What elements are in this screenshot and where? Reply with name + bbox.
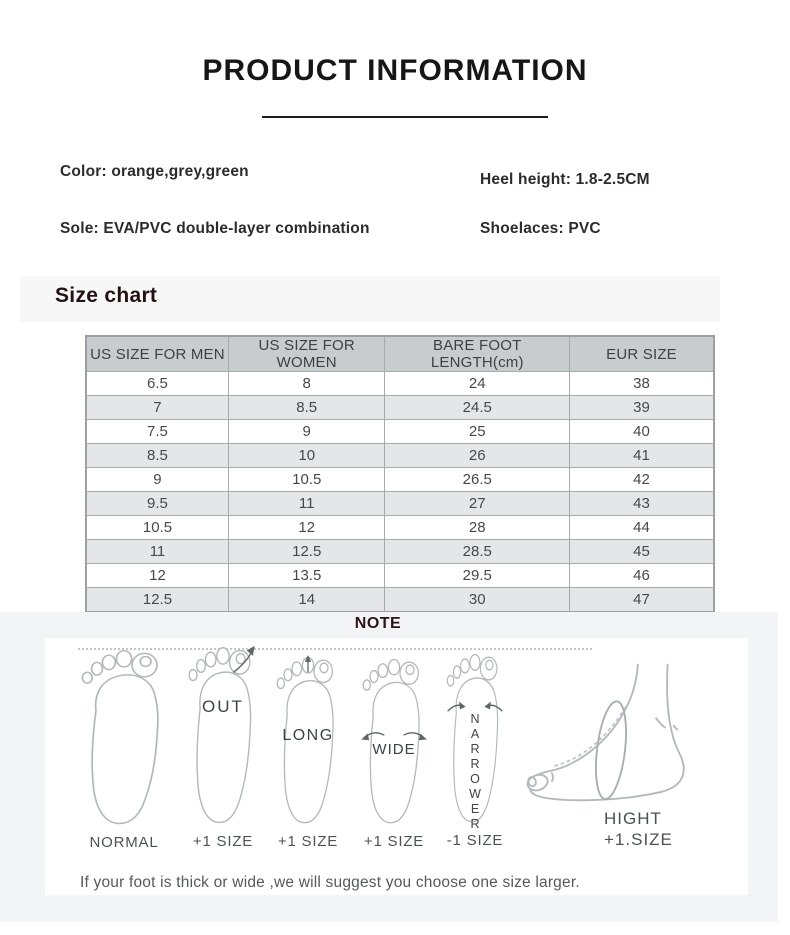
table-row <box>86 588 714 612</box>
table-cell: 29.5 <box>385 564 570 588</box>
table-cell: 11 <box>228 492 385 516</box>
table-cell: 28 <box>385 516 570 540</box>
column-header-eur-size: EUR SIZE <box>570 336 714 372</box>
table-cell: 27 <box>385 492 570 516</box>
table-row <box>86 564 714 588</box>
table-cell: 41 <box>570 444 714 468</box>
table-cell: 43 <box>570 492 714 516</box>
foot-figure-out <box>179 645 267 850</box>
note-heading: NOTE <box>354 615 402 632</box>
spec-shoelaces: Shoelaces: PVC <box>480 220 601 237</box>
foot-label: +1 SIZE <box>277 833 339 850</box>
size-advice-text: If your foot is thick or wide ,we will suggest you choose one size larger. <box>80 874 580 891</box>
table-cell: 12 <box>86 564 228 588</box>
foot-label: +1 SIZE <box>363 833 425 850</box>
page-title: PRODUCT INFORMATION <box>202 54 588 87</box>
size-table-body <box>86 372 714 612</box>
table-cell: 7 <box>86 396 228 420</box>
foot-annotation: LONG <box>282 727 334 744</box>
foot-figure-wide <box>354 657 434 850</box>
table-row <box>86 516 714 540</box>
foot-sole-icon <box>70 648 178 828</box>
size-chart-heading: Size chart <box>55 284 158 307</box>
table-cell: 24 <box>385 372 570 396</box>
foot-annotation: OUT <box>202 697 244 716</box>
title-underline <box>262 116 548 118</box>
table-cell: 6.5 <box>86 372 228 396</box>
foot-figure-normal <box>70 648 178 851</box>
table-cell: 12.5 <box>228 540 385 564</box>
table-cell: 26.5 <box>385 468 570 492</box>
table-cell: 40 <box>570 420 714 444</box>
table-cell: 13.5 <box>228 564 385 588</box>
table-cell: 42 <box>570 468 714 492</box>
table-cell: 28.5 <box>385 540 570 564</box>
foot-figure-instep-height <box>520 660 720 849</box>
table-cell: 46 <box>570 564 714 588</box>
table-cell: 11 <box>86 540 228 564</box>
column-header-foot-length: BARE FOOT LENGTH(cm) <box>385 336 570 372</box>
table-cell: 8 <box>228 372 385 396</box>
table-cell: 9.5 <box>86 492 228 516</box>
foot-annotation: WIDE <box>372 741 416 758</box>
table-row <box>86 540 714 564</box>
table-row <box>86 468 714 492</box>
table-cell: 10.5 <box>228 468 385 492</box>
table-cell: 26 <box>385 444 570 468</box>
table-cell: 9 <box>86 468 228 492</box>
foot-label-line2: +1.SIZE <box>604 830 673 849</box>
table-cell: 39 <box>570 396 714 420</box>
table-cell: 25 <box>385 420 570 444</box>
table-cell: 10 <box>228 444 385 468</box>
spec-color: Color: orange,grey,green <box>60 163 249 180</box>
foot-label: +1 SIZE <box>192 833 254 850</box>
table-row <box>86 372 714 396</box>
spec-heel-height: Heel height: 1.8-2.5CM <box>480 171 650 188</box>
table-cell: 24.5 <box>385 396 570 420</box>
table-row <box>86 492 714 516</box>
foot-sole-icon <box>179 645 267 827</box>
size-chart-table <box>85 335 715 613</box>
table-row <box>86 444 714 468</box>
column-header-us-men: US SIZE FOR MEN <box>86 336 228 372</box>
column-header-us-women: US SIZE FOR WOMEN <box>228 336 385 372</box>
foot-label-line1: HIGHT <box>604 809 662 828</box>
spec-sole: Sole: EVA/PVC double-layer combination <box>60 220 370 237</box>
foot-figure-narrower <box>439 652 511 849</box>
bottom-band <box>0 895 778 922</box>
table-cell: 7.5 <box>86 420 228 444</box>
table-cell: 8.5 <box>86 444 228 468</box>
foot-label: NORMAL <box>89 834 159 851</box>
table-cell: 30 <box>385 588 570 612</box>
table-cell: 12.5 <box>86 588 228 612</box>
table-header-row <box>86 336 714 372</box>
table-cell: 9 <box>228 420 385 444</box>
foot-label: -1 SIZE <box>446 832 504 849</box>
note-section <box>0 612 778 922</box>
table-cell: 8.5 <box>228 396 385 420</box>
foot-side-view-icon <box>520 660 715 818</box>
table-cell: 12 <box>228 516 385 540</box>
table-row <box>86 396 714 420</box>
table-cell: 38 <box>570 372 714 396</box>
table-cell: 47 <box>570 588 714 612</box>
foot-annotation: NARROWER <box>468 712 482 832</box>
table-cell: 10.5 <box>86 516 228 540</box>
table-row <box>86 420 714 444</box>
foot-label-hight <box>604 808 673 850</box>
table-cell: 44 <box>570 516 714 540</box>
table-cell: 45 <box>570 540 714 564</box>
foot-figure-long <box>268 655 348 850</box>
table-cell: 14 <box>228 588 385 612</box>
